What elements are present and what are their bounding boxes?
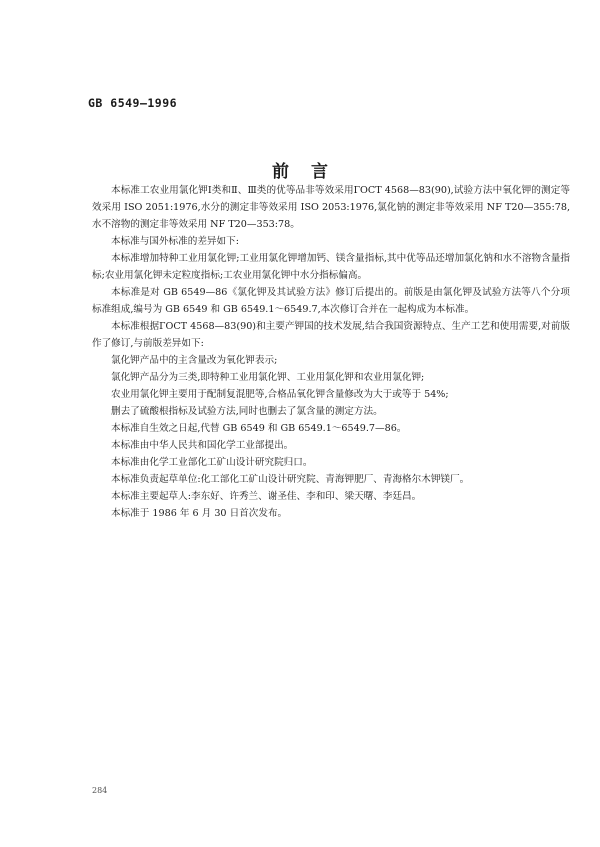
paragraph-change-main-content: 氯化钾产品中的主含量改为氧化钾表示; xyxy=(111,355,278,366)
paragraph-change-agricultural: 农业用氯化钾主要用于配制复混肥等,合格品氧化钾含量修改为大于或等于 54%; xyxy=(111,389,449,400)
page-number: 284 xyxy=(92,786,108,795)
paragraph-first-issued: 本标准于 1986 年 6 月 30 日首次发布。 xyxy=(111,508,288,519)
paragraph-differences: 本标准增加特种工业用氯化钾;工业用氯化钾增加钙、镁含量指标,其中优等品还增加氯化钠和水不溶物含量指标;农业用氯化钾未定粒度指标;工农业用氯化钾中水分指标偏高。 xyxy=(92,253,570,281)
paragraph-revision-origin: 本标准是对 GB 6549—86《氯化钾及其试验方法》修订后提出的。前版是由氯化钾及试验方法等八个分项标准组成,编号为 GB 6549 和 GB 6549.1～6549.7,本次修订合并在一起构成为本标准。 xyxy=(92,287,570,315)
paragraph-proposed-by: 本标准由中华人民共和国化学工业部提出。 xyxy=(111,440,294,451)
paragraph-replaces: 本标准自生效之日起,代替 GB 6549 和 GB 6549.1～6549.7—86。 xyxy=(111,423,407,434)
page-title: 前言 xyxy=(272,162,350,182)
paragraph-revision-basis: 本标准根据ГОСТ 4568—83(90)和主要产钾国的技术发展,结合我国资源特点、生产工艺和使用需要,对前版作了修订,与前版差异如下: xyxy=(92,321,570,349)
foreword-body xyxy=(92,182,570,522)
paragraph-differences-intro: 本标准与国外标准的差异如下: xyxy=(111,236,239,247)
paragraph-change-deleted: 删去了硫酸根指标及试验方法,同时也删去了氯含量的测定方法。 xyxy=(111,406,383,417)
paragraph-drafters: 本标准主要起草人:李东好、许秀兰、谢圣佳、李和印、梁天曙、李廷昌。 xyxy=(111,491,422,502)
paragraph-change-classes: 氯化钾产品分为三类,即特种工业用氯化钾、工业用氯化钾和农业用氯化钾; xyxy=(111,372,425,383)
paragraph-centralized-by: 本标准由化学工业部化工矿山设计研究院归口。 xyxy=(111,457,313,468)
document-number: GB 6549—1996 xyxy=(88,96,178,110)
paragraph-drafting-units: 本标准负责起草单位:化工部化工矿山设计研究院、青海钾肥厂、青海格尔木钾镁厂。 xyxy=(111,474,470,485)
paragraph-adoption: 本标准工农业用氯化钾Ⅰ类和Ⅱ、Ⅲ类的优等品非等效采用ГОСТ 4568—83(90),试验方法中氧化钾的测定等效采用 ISO 2051:1976,水分的测定非等效采用 ISO 2053:1976,氯化钠的测定非等效采用 NF T20—355:78,水不溶物的测定非等效采用 NF T20—353:78。 xyxy=(92,185,570,230)
